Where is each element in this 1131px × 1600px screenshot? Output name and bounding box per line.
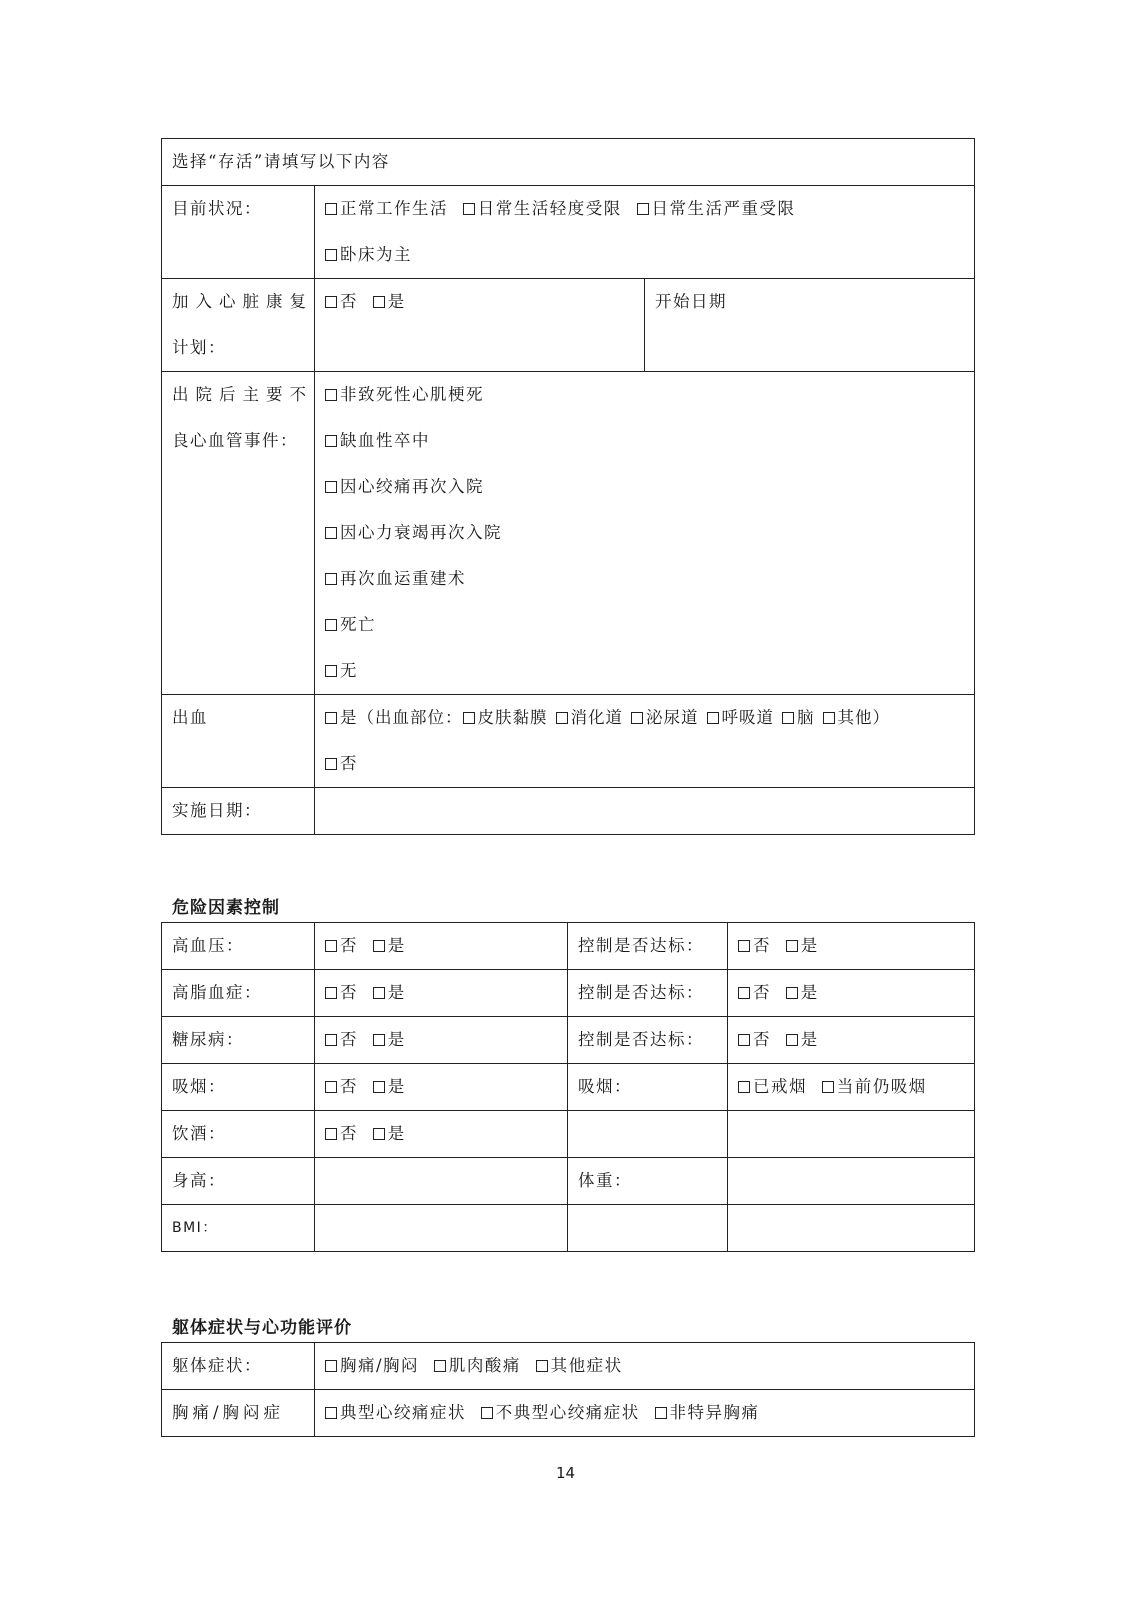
mace-options — [315, 372, 975, 695]
rehab-option-no[interactable]: 否 — [325, 279, 358, 325]
rehab-start-date-cell[interactable] — [645, 279, 975, 372]
checkbox-icon[interactable] — [325, 296, 337, 308]
checkbox-icon[interactable] — [738, 987, 750, 999]
hypertension-options — [315, 923, 568, 970]
empty-cell — [568, 1205, 728, 1252]
table-row — [162, 1205, 975, 1252]
checkbox-icon[interactable] — [325, 1034, 337, 1046]
option-no[interactable]: 否 — [325, 970, 358, 1016]
checkbox-icon[interactable] — [373, 296, 385, 308]
checkbox-icon[interactable] — [325, 481, 337, 493]
checkbox-icon[interactable] — [481, 1407, 493, 1419]
bleeding-site-urinary[interactable]: 泌尿道 — [631, 695, 699, 741]
bmi-label: BMI： — [162, 1205, 315, 1252]
diabetes-options — [315, 1017, 568, 1064]
somatic-symptoms-options — [315, 1343, 975, 1390]
table-row — [162, 923, 975, 970]
option-yes[interactable]: 是 — [786, 923, 819, 969]
chest-pain-label: 胸痛/胸闷症 — [162, 1390, 315, 1437]
option-yes[interactable]: 是 — [373, 1064, 406, 1110]
page-number: 14 — [555, 1464, 576, 1482]
checkbox-icon[interactable] — [786, 987, 798, 999]
hyperlipidemia-options — [315, 970, 568, 1017]
risk-factors-title: 危险因素控制 — [172, 898, 280, 918]
checkbox-icon[interactable] — [823, 712, 835, 724]
bleeding-options: 是（出血部位： 皮肤黏膜 消化道 泌尿道 呼吸道 脑 其他） 否 — [315, 695, 975, 788]
hyperlipidemia-control-options — [728, 970, 975, 1017]
bleeding-site-gi[interactable]: 消化道 — [556, 695, 624, 741]
status-option-mild[interactable]: 日常生活轻度受限 — [463, 186, 622, 232]
weight-label: 体重： — [568, 1158, 728, 1205]
option-no[interactable]: 否 — [325, 1017, 358, 1063]
option-no[interactable]: 否 — [738, 1017, 771, 1063]
checkbox-icon[interactable] — [786, 1034, 798, 1046]
checkbox-icon[interactable] — [822, 1081, 834, 1093]
option-yes[interactable]: 是 — [373, 1017, 406, 1063]
survival-section — [161, 138, 974, 835]
checkbox-icon[interactable] — [325, 1128, 337, 1140]
mace-option[interactable]: 死亡 — [325, 602, 964, 648]
height-field[interactable] — [315, 1158, 568, 1205]
checkbox-icon[interactable] — [325, 758, 337, 770]
checkbox-icon[interactable] — [325, 389, 337, 401]
smoking-options — [315, 1064, 568, 1111]
table-row — [162, 1343, 975, 1390]
empty-cell — [728, 1205, 975, 1252]
option-current[interactable]: 当前仍吸烟 — [822, 1064, 927, 1110]
checkbox-icon[interactable] — [434, 1360, 446, 1372]
weight-field[interactable] — [728, 1158, 975, 1205]
cardiac-rehab-label: 加入心脏康复 计划： — [162, 279, 315, 372]
survival-header: 选择“存活”请填写以下内容 — [162, 139, 975, 186]
table-row — [162, 1158, 975, 1205]
option-no[interactable]: 否 — [325, 923, 358, 969]
bleeding-option-no[interactable]: 否 — [325, 741, 358, 787]
option-yes[interactable]: 是 — [786, 970, 819, 1016]
smoking-label: 吸烟： — [162, 1064, 315, 1111]
checkbox-icon[interactable] — [325, 249, 337, 261]
mace-option[interactable]: 非致死性心肌梗死 — [325, 372, 964, 418]
checkbox-icon[interactable] — [325, 573, 337, 585]
current-status-label: 目前状况： — [162, 186, 315, 279]
checkbox-icon[interactable] — [463, 203, 475, 215]
hyperlipidemia-control-label: 控制是否达标： — [568, 970, 728, 1017]
hypertension-label: 高血压： — [162, 923, 315, 970]
hyperlipidemia-label: 高脂血症： — [162, 970, 315, 1017]
diabetes-control-options — [728, 1017, 975, 1064]
bleeding-option-yes[interactable]: 是（出血部位： — [325, 708, 463, 727]
drinking-options — [315, 1111, 568, 1158]
cardiac-rehab-options — [315, 279, 645, 372]
mace-option[interactable]: 无 — [325, 648, 964, 694]
checkbox-icon[interactable] — [738, 940, 750, 952]
checkbox-icon[interactable] — [373, 1128, 385, 1140]
mace-option[interactable]: 缺血性卒中 — [325, 418, 964, 464]
option-nonspecific[interactable]: 非特异胸痛 — [655, 1390, 760, 1436]
checkbox-icon[interactable] — [738, 1081, 750, 1093]
checkbox-icon[interactable] — [782, 712, 794, 724]
checkbox-icon[interactable] — [637, 203, 649, 215]
bleeding-site-brain[interactable]: 脑 — [782, 695, 815, 741]
bmi-field[interactable] — [315, 1205, 568, 1252]
checkbox-icon[interactable] — [325, 1081, 337, 1093]
bleeding-label: 出血 — [162, 695, 315, 788]
checkbox-icon[interactable] — [325, 527, 337, 539]
checkbox-icon[interactable] — [738, 1034, 750, 1046]
option-yes[interactable]: 是 — [373, 1111, 406, 1157]
checkbox-icon[interactable] — [325, 665, 337, 677]
rehab-option-yes[interactable]: 是 — [373, 279, 406, 325]
checkbox-icon[interactable] — [325, 1407, 337, 1419]
mace-option[interactable]: 因心绞痛再次入院 — [325, 464, 964, 510]
table-row — [162, 970, 975, 1017]
symptoms-table — [161, 1342, 975, 1437]
checkbox-icon[interactable] — [325, 987, 337, 999]
checkbox-icon[interactable] — [325, 435, 337, 447]
checkbox-icon[interactable] — [655, 1407, 667, 1419]
option-quit[interactable]: 已戒烟 — [738, 1064, 807, 1110]
rehab-start-date-label: 开始日期 — [655, 292, 727, 311]
option-typical-angina[interactable]: 典型心绞痛症状 — [325, 1390, 466, 1436]
mace-option[interactable]: 因心力衰竭再次入院 — [325, 510, 964, 556]
empty-cell — [568, 1111, 728, 1158]
risk-factors-section — [161, 922, 974, 1252]
checkbox-icon[interactable] — [325, 940, 337, 952]
checkbox-icon[interactable] — [707, 712, 719, 724]
checkbox-icon[interactable] — [631, 712, 643, 724]
hypertension-control-label: 控制是否达标： — [568, 923, 728, 970]
height-label: 身高： — [162, 1158, 315, 1205]
checkbox-icon[interactable] — [373, 940, 385, 952]
chest-pain-options — [315, 1390, 975, 1437]
hypertension-control-options — [728, 923, 975, 970]
drinking-label: 饮酒： — [162, 1111, 315, 1158]
table-row — [162, 1111, 975, 1158]
checkbox-icon[interactable] — [786, 940, 798, 952]
checkbox-icon[interactable] — [463, 712, 475, 724]
checkbox-icon[interactable] — [325, 203, 337, 215]
bleeding-site-skin[interactable]: 皮肤黏膜 — [463, 695, 548, 741]
smoking-status-label: 吸烟： — [568, 1064, 728, 1111]
table-row — [162, 1064, 975, 1111]
option-yes[interactable]: 是 — [786, 1017, 819, 1063]
checkbox-icon[interactable] — [373, 1034, 385, 1046]
table-row — [162, 1390, 975, 1437]
status-option-bedridden[interactable]: 卧床为主 — [325, 232, 412, 278]
option-atypical-angina[interactable]: 不典型心绞痛症状 — [481, 1390, 640, 1436]
checkbox-icon[interactable] — [325, 712, 337, 724]
mace-label: 出院后主要不 良心血管事件： — [162, 372, 315, 695]
option-chest-pain[interactable]: 胸痛/胸闷 — [325, 1343, 419, 1389]
option-muscle-pain[interactable]: 肌肉酸痛 — [434, 1343, 521, 1389]
smoking-status-options — [728, 1064, 975, 1111]
symptoms-title: 躯体症状与心功能评价 — [172, 1318, 352, 1338]
symptoms-section — [161, 1342, 974, 1437]
checkbox-icon[interactable] — [325, 619, 337, 631]
option-yes[interactable]: 是 — [373, 970, 406, 1016]
table-row — [162, 1017, 975, 1064]
checkbox-icon[interactable] — [373, 987, 385, 999]
risk-factors-table — [161, 922, 975, 1252]
diabetes-label: 糖尿病： — [162, 1017, 315, 1064]
status-option-normal[interactable]: 正常工作生活 — [325, 186, 448, 232]
option-no[interactable]: 否 — [738, 923, 771, 969]
somatic-symptoms-label: 躯体症状： — [162, 1343, 315, 1390]
diabetes-control-label: 控制是否达标： — [568, 1017, 728, 1064]
empty-cell — [728, 1111, 975, 1158]
option-no[interactable]: 否 — [738, 970, 771, 1016]
option-yes[interactable]: 是 — [373, 923, 406, 969]
checkbox-icon[interactable] — [373, 1081, 385, 1093]
option-other-symptoms[interactable]: 其他症状 — [536, 1343, 623, 1389]
bleeding-site-other[interactable]: 其他 — [823, 708, 873, 727]
impl-date-field[interactable] — [315, 788, 975, 835]
bleeding-site-respiratory[interactable]: 呼吸道 — [707, 695, 775, 741]
mace-option[interactable]: 再次血运重建术 — [325, 556, 964, 602]
status-option-severe[interactable]: 日常生活严重受限 — [637, 186, 796, 232]
option-no[interactable]: 否 — [325, 1111, 358, 1157]
survival-table — [161, 138, 975, 835]
checkbox-icon[interactable] — [556, 712, 568, 724]
impl-date-label: 实施日期： — [162, 788, 315, 835]
option-no[interactable]: 否 — [325, 1064, 358, 1110]
checkbox-icon[interactable] — [325, 1360, 337, 1372]
checkbox-icon[interactable] — [536, 1360, 548, 1372]
current-status-options — [315, 186, 975, 279]
